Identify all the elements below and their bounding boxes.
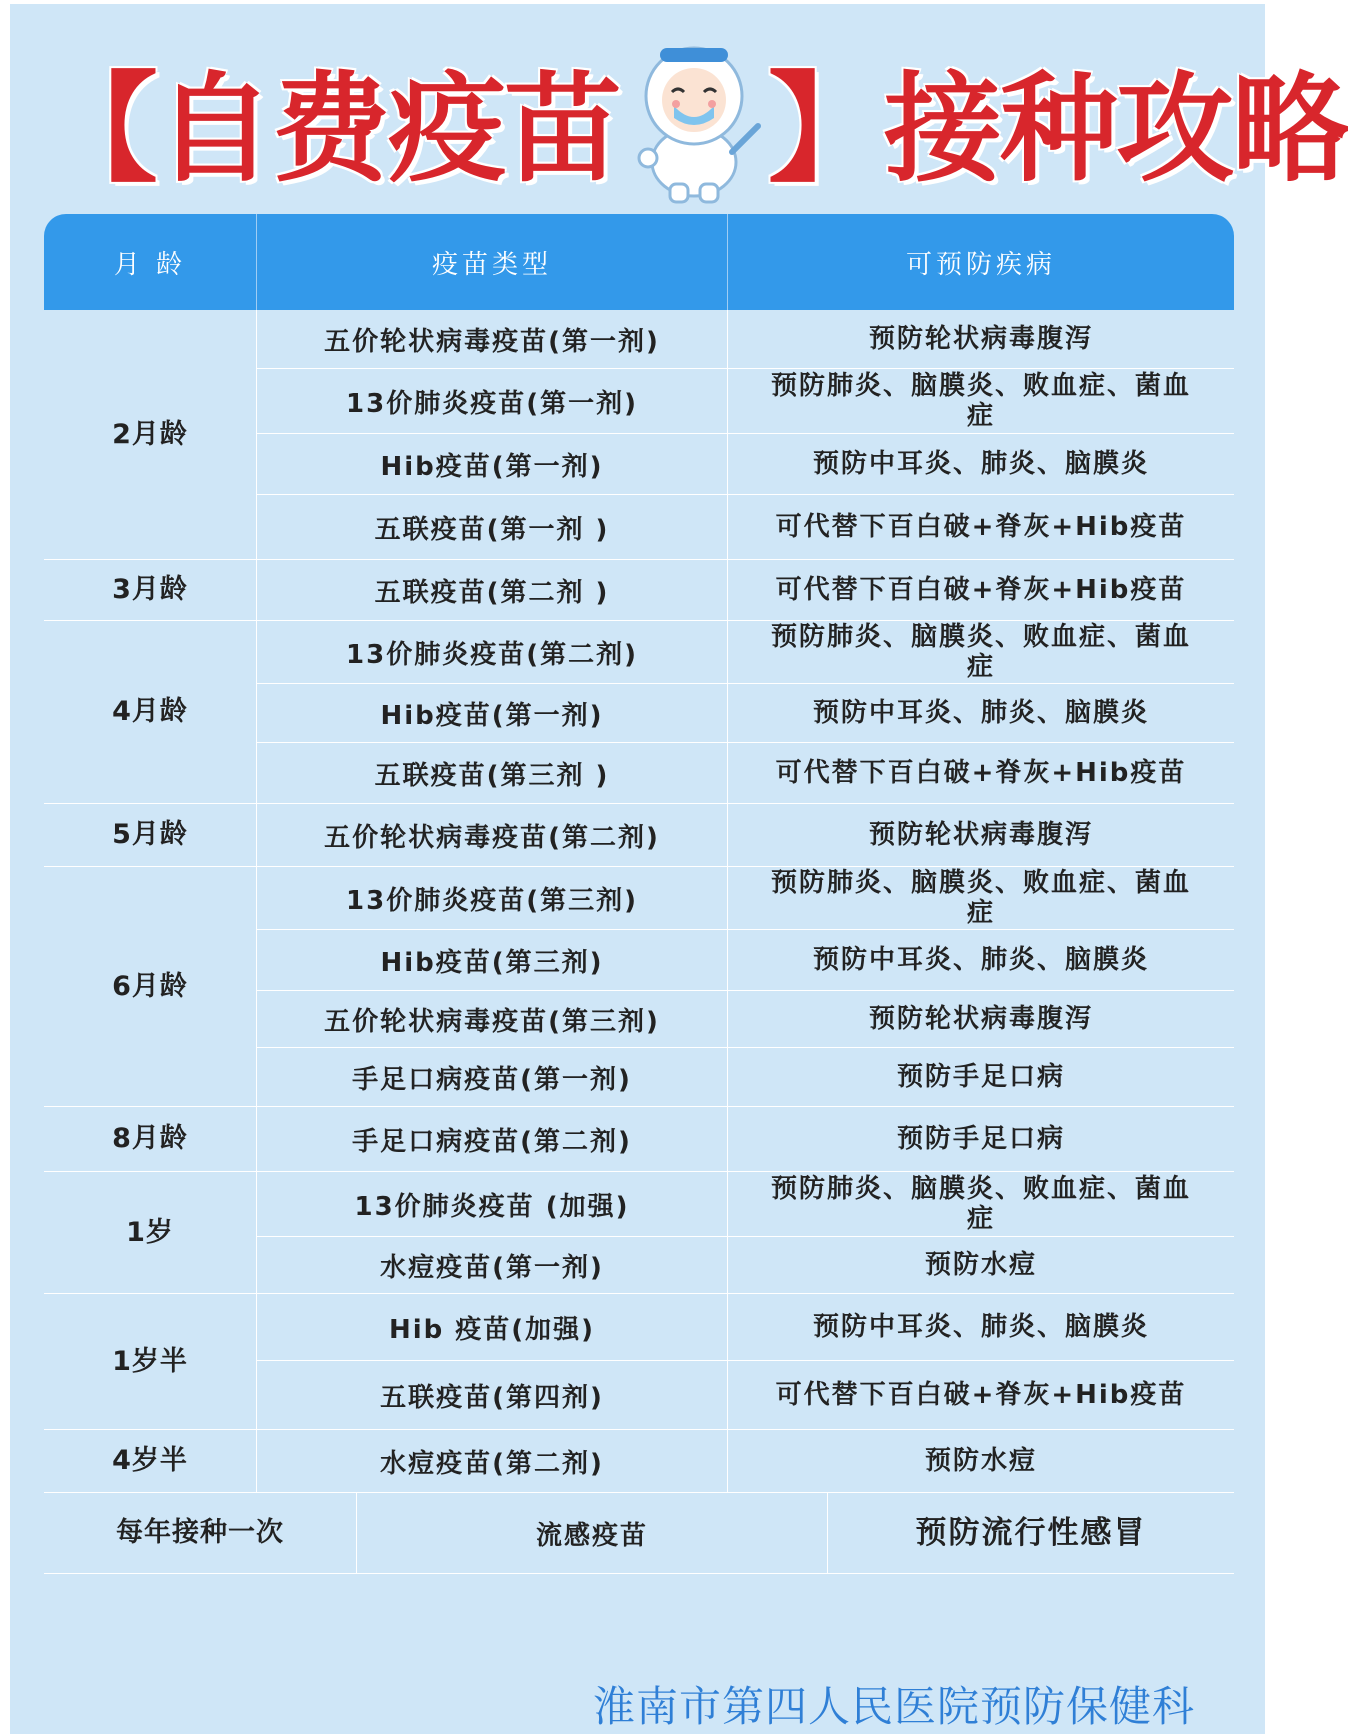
age-cell: 5月龄 [44,804,257,866]
age-cell: 6月龄 [44,867,257,1106]
disease-cell: 预防肺炎、脑膜炎、败血症、菌血症 [770,371,1191,431]
header-vaccine: 疫苗类型 [257,214,728,310]
vaccine-cell: Hib 疫苗(加强) [257,1294,728,1360]
disease-cell: 可代替下百白破+脊灰+Hib疫苗 [775,575,1187,605]
age-group [44,621,1234,804]
disease-cell: 可代替下百白破+脊灰+Hib疫苗 [775,512,1187,542]
disease-cell: 预防手足口病 [896,1124,1065,1154]
age-group [44,867,1234,1107]
disease-cell: 可代替下百白破+脊灰+Hib疫苗 [775,1380,1187,1410]
disease-cell: 预防中耳炎、肺炎、脑膜炎 [812,449,1149,479]
disease-cell: 预防轮状病毒腹泻 [868,1004,1093,1034]
table-row [257,495,1234,559]
disease-cell: 预防轮状病毒腹泻 [868,820,1093,850]
table-row [257,991,1234,1048]
age-cell: 2月龄 [44,310,257,559]
disease-cell: 预防肺炎、脑膜炎、败血症、菌血症 [770,622,1191,682]
age-cell: 每年接种一次 [44,1493,357,1573]
table-body [44,310,1234,1574]
vaccine-cell: 流感疫苗 [357,1493,828,1573]
age-group [44,1493,1234,1574]
vaccine-cell: Hib疫苗(第一剂) [257,684,728,742]
table-row [257,1361,1234,1429]
table-row [257,1107,1234,1171]
table-row [257,621,1234,684]
table-row [257,434,1234,495]
age-group [44,804,1234,867]
age-cell: 1岁 [44,1172,257,1293]
vaccine-cell: Hib疫苗(第三剂) [257,930,728,990]
disease-cell: 预防轮状病毒腹泻 [868,324,1093,354]
nurse-mascot-icon [614,34,774,204]
vaccine-cell: 水痘疫苗(第二剂) [257,1430,728,1492]
disease-cell: 预防肺炎、脑膜炎、败血症、菌血症 [770,1174,1191,1234]
vaccine-cell: 五价轮状病毒疫苗(第三剂) [257,991,728,1047]
vaccine-cell: 手足口病疫苗(第二剂) [257,1107,728,1171]
table-row [257,1430,1234,1492]
age-cell: 1岁半 [44,1294,257,1429]
table-row [257,867,1234,930]
disease-cell: 预防中耳炎、肺炎、脑膜炎 [812,698,1149,728]
title-left: 【自费疫苗 [40,60,621,198]
age-group [44,1430,1234,1493]
age-cell: 8月龄 [44,1107,257,1171]
vaccine-cell: 13价肺炎疫苗(第三剂) [257,867,728,929]
table-row [257,930,1234,991]
vaccine-cell: Hib疫苗(第一剂) [257,434,728,494]
disease-cell: 预防水痘 [924,1446,1037,1476]
vaccine-cell: 水痘疫苗(第一剂) [257,1237,728,1293]
disease-cell: 预防中耳炎、肺炎、脑膜炎 [812,945,1149,975]
vaccine-cell: 手足口病疫苗(第一剂) [257,1048,728,1106]
table-row [257,310,1234,369]
age-group [44,310,1234,560]
disease-cell: 预防手足口病 [896,1062,1065,1092]
disease-cell: 预防水痘 [924,1250,1037,1280]
header-disease: 可预防疾病 [905,249,1056,280]
age-cell: 4岁半 [44,1430,257,1492]
table-row [257,804,1234,866]
page-title [40,44,1348,198]
table-row [257,743,1234,803]
table-row [257,1294,1234,1361]
poster [10,4,1348,1734]
table-row [257,1172,1234,1237]
vaccine-cell: 13价肺炎疫苗 (加强) [257,1172,728,1236]
age-group [44,1294,1234,1430]
age-group [44,1172,1234,1294]
header-age: 月 龄 [44,214,257,310]
table-row [357,1493,1234,1573]
footer-hospital: 淮南市第四人民医院预防保健科 [592,1682,1195,1731]
title-right: 】接种攻略 [768,60,1348,198]
disease-cell: 预防肺炎、脑膜炎、败血症、菌血症 [770,868,1191,928]
table-row [257,684,1234,743]
vaccine-cell: 五价轮状病毒疫苗(第二剂) [257,804,728,866]
table-row [257,1237,1234,1293]
age-cell: 3月龄 [44,560,257,620]
table-header [44,214,1234,310]
age-group [44,560,1234,621]
vaccine-cell: 五联疫苗(第一剂 ) [257,495,728,559]
vaccine-cell: 五联疫苗(第二剂 ) [257,560,728,620]
disease-cell: 预防流行性感冒 [915,1515,1147,1551]
vaccine-cell: 五价轮状病毒疫苗(第一剂) [257,310,728,368]
vaccine-cell: 五联疫苗(第三剂 ) [257,743,728,803]
age-group [44,1107,1234,1172]
age-cell: 4月龄 [44,621,257,803]
vaccine-cell: 13价肺炎疫苗(第二剂) [257,621,728,683]
vaccine-cell: 13价肺炎疫苗(第一剂) [257,369,728,433]
disease-cell: 可代替下百白破+脊灰+Hib疫苗 [775,758,1187,788]
table-row [257,560,1234,620]
disease-cell: 预防中耳炎、肺炎、脑膜炎 [812,1312,1149,1342]
table-row [257,1048,1234,1106]
vaccine-cell: 五联疫苗(第四剂) [257,1361,728,1429]
vaccine-schedule-table [44,214,1234,1574]
table-row [257,369,1234,434]
